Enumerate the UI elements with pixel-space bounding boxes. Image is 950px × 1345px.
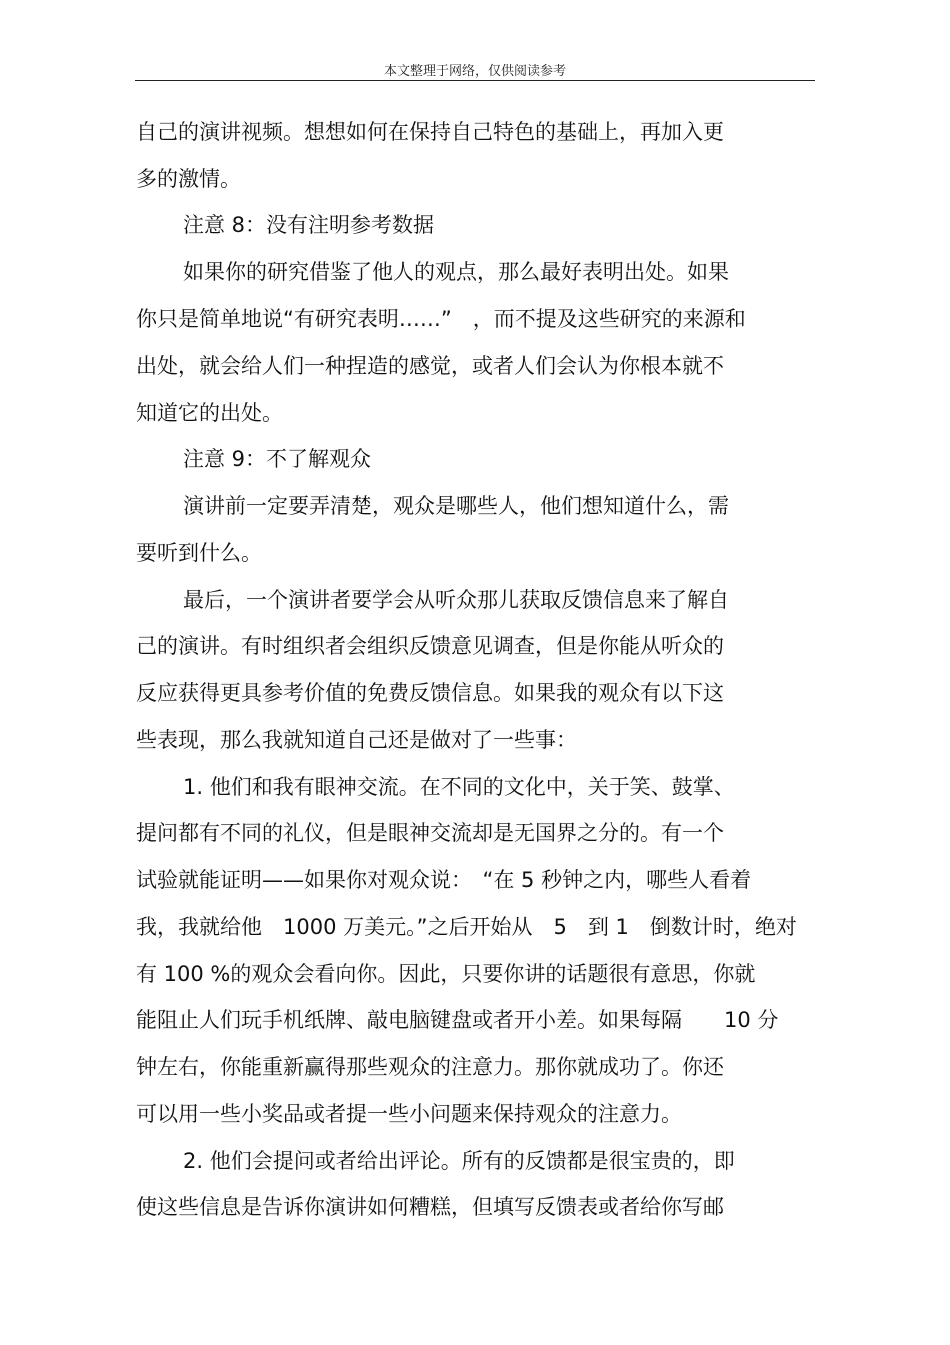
page-header: 本文整理于网络，仅供阅读参考 (383, 64, 566, 79)
text-line: 如果你的研究借鉴了他人的观点，那么最好表明出处。如果 (183, 260, 729, 284)
text-line: 知道它的出处。 (136, 401, 283, 425)
text-line: 己的演讲。有时组织者会组织反馈意见调查，但是你能从听众的 (136, 634, 724, 658)
text-line: 有 100 %的观众会看向你。因此，只要你讲的话题很有意思，你就 (136, 962, 756, 986)
text-line: 我，我就给他 1000 万美元。”之后开始从 5 到 1 倒数计时，绝对 (136, 915, 797, 939)
text-line: 出处，就会给人们一种捏造的感觉，或者人们会认为你根本就不 (136, 354, 724, 378)
text-line: 可以用一些小奖品或者提一些小问题来保持观众的注意力。 (136, 1102, 682, 1126)
header-rule (135, 80, 815, 81)
text-line: 你只是简单地说“有研究表明……” ，而不提及这些研究的来源和 (136, 307, 746, 331)
section-heading: 注意 8：没有注明参考数据 (183, 213, 435, 237)
text-line: 试验就能证明——如果你对观众说： “在 5 秒钟之内，哪些人看着 (136, 868, 752, 892)
text-line: 些表现，那么我就知道自己还是做对了一些事： (136, 728, 577, 752)
text-line: 演讲前一定要弄清楚，观众是哪些人，他们想知道什么，需 (183, 494, 729, 518)
text-line: 提问都有不同的礼仪，但是眼神交流却是无国界之分的。有一个 (136, 821, 724, 845)
text-line: 多的激情。 (136, 167, 241, 191)
text-line: 要听到什么。 (136, 541, 262, 565)
text-line: 反应获得更具参考价值的免费反馈信息。如果我的观众有以下这 (136, 681, 724, 705)
text-line: 1. 他们和我有眼神交流。在不同的文化中，关于笑、鼓掌、 (183, 775, 735, 799)
text-line: 自己的演讲视频。想想如何在保持自己特色的基础上，再加入更 (136, 120, 724, 144)
text-line: 钟左右，你能重新赢得那些观众的注意力。那你就成功了。你还 (136, 1055, 724, 1079)
text-line: 能阻止人们玩手机纸牌、敲电脑键盘或者开小差。如果每隔 10 分 (136, 1008, 779, 1032)
text-line: 最后，一个演讲者要学会从听众那儿获取反馈信息来了解自 (183, 588, 729, 612)
text-line: 使这些信息是告诉你演讲如何糟糕，但填写反馈表或者给你写邮 (136, 1195, 724, 1219)
text-line: 2. 他们会提问或者给出评论。所有的反馈都是很宝贵的，即 (183, 1149, 735, 1173)
section-heading: 注意 9：不了解观众 (183, 447, 372, 471)
